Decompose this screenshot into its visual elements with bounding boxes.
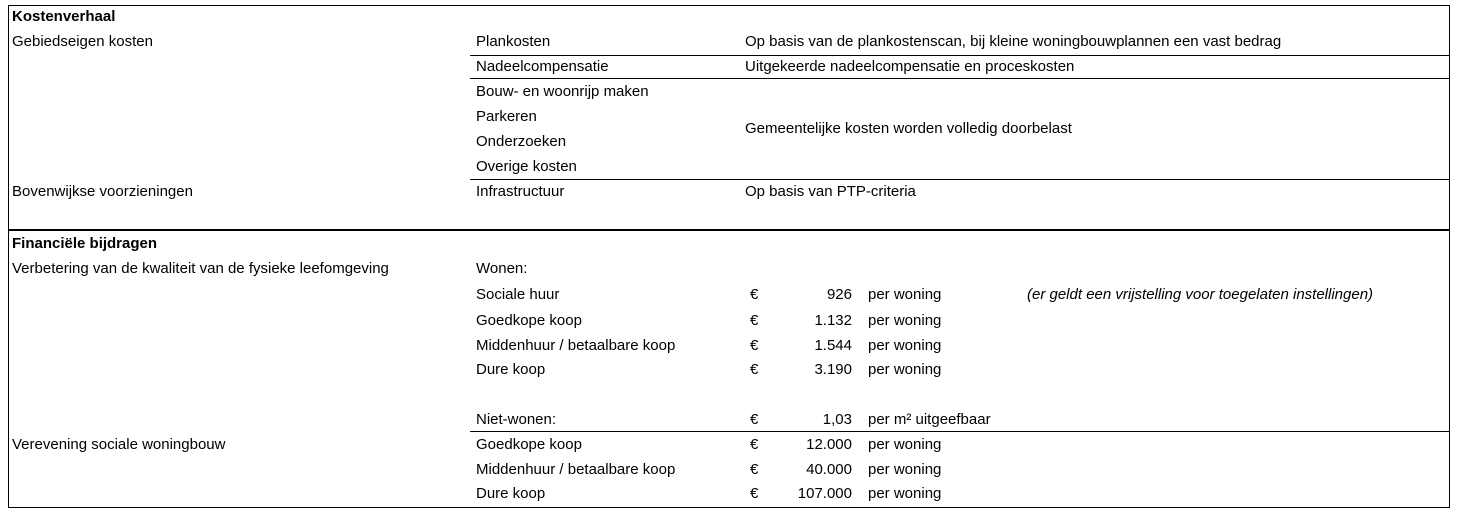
contribution-amount: 926: [826, 286, 852, 303]
contribution-item: Goedkope koop: [476, 312, 582, 329]
contribution-unit: per woning: [868, 337, 942, 354]
contribution-amount: 3.190: [814, 361, 852, 378]
cost-item: Nadeelcompensatie: [476, 58, 609, 75]
contribution-unit: per woning: [868, 461, 942, 478]
cost-description: Uitgekeerde nadeelcompensatie en proceskosten: [745, 58, 1075, 75]
contribution-item: Dure koop: [476, 485, 546, 502]
contribution-amount: 1,03: [822, 411, 852, 428]
contribution-item: Sociale huur: [476, 286, 560, 303]
contribution-unit: per m² uitgeefbaar: [868, 411, 991, 428]
cost-item: Plankosten: [476, 33, 551, 50]
cost-description: Op basis van de plankostenscan, bij kleine woningbouwplannen een vast bedrag: [745, 33, 1282, 50]
cost-item: Bouw- en woonrijp maken: [476, 83, 649, 100]
currency-symbol: €: [750, 337, 759, 354]
cost-item: Parkeren: [476, 108, 537, 125]
exemption-note: (er geldt een vrijstelling voor toegelaten instellingen): [1027, 286, 1374, 303]
section-heading-kostenverhaal: Kostenverhaal: [12, 8, 116, 25]
category-label: Verevening sociale woningbouw: [12, 436, 226, 453]
currency-symbol: €: [750, 361, 759, 378]
contribution-unit: per woning: [868, 286, 942, 303]
contribution-amount: 12.000: [806, 436, 852, 453]
cost-item: Overige kosten: [476, 158, 577, 175]
contribution-item: Middenhuur / betaalbare koop: [476, 461, 676, 478]
contribution-unit: per woning: [868, 485, 942, 502]
contribution-unit: per woning: [868, 312, 942, 329]
row-divider: [470, 78, 1450, 79]
section-heading-financiele-bijdragen: Financiële bijdragen: [12, 235, 158, 252]
currency-symbol: €: [750, 436, 759, 453]
currency-symbol: €: [750, 286, 759, 303]
contribution-item: Middenhuur / betaalbare koop: [476, 337, 676, 354]
currency-symbol: €: [750, 461, 759, 478]
cost-description: Op basis van PTP-criteria: [745, 183, 916, 200]
contribution-amount: 1.544: [814, 337, 852, 354]
currency-symbol: €: [750, 485, 759, 502]
cost-description: Gemeentelijke kosten worden volledig doorbelast: [745, 120, 1072, 137]
contribution-item: Niet-wonen:: [476, 411, 557, 428]
section-divider: [8, 229, 1450, 231]
contribution-amount: 107.000: [797, 485, 852, 502]
row-divider: [470, 431, 1450, 432]
category-label: Bovenwijkse voorzieningen: [12, 183, 193, 200]
contribution-unit: per woning: [868, 361, 942, 378]
contribution-amount: 40.000: [806, 461, 852, 478]
contribution-item: Goedkope koop: [476, 436, 582, 453]
currency-symbol: €: [750, 312, 759, 329]
contribution-amount: 1.132: [814, 312, 852, 329]
contribution-unit: per woning: [868, 436, 942, 453]
cost-item: Onderzoeken: [476, 133, 567, 150]
subgroup-label: Wonen:: [476, 260, 528, 277]
contribution-item: Dure koop: [476, 361, 546, 378]
category-label: Gebiedseigen kosten: [12, 33, 153, 50]
cost-table: [8, 5, 1450, 508]
currency-symbol: €: [750, 411, 759, 428]
row-divider: [470, 55, 1450, 56]
row-divider: [470, 179, 1450, 180]
category-label: Verbetering van de kwaliteit van de fysieke leefomgeving: [12, 260, 389, 277]
cost-item: Infrastructuur: [476, 183, 565, 200]
